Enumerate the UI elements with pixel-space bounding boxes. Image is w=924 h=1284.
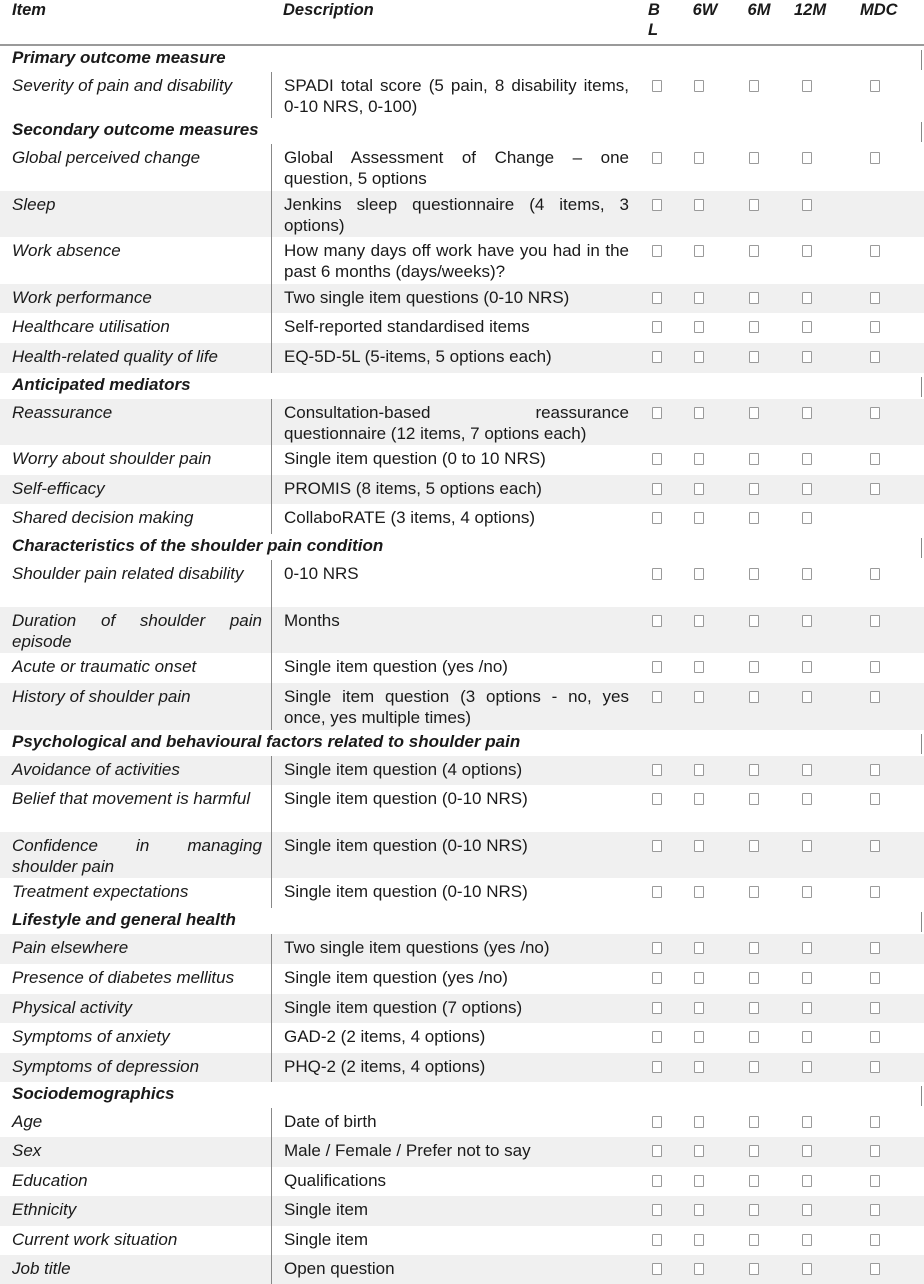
item-label: History of shoulder pain — [12, 687, 191, 706]
checkbox-6m[interactable] — [749, 942, 759, 954]
checkbox-bl[interactable] — [652, 1031, 662, 1043]
checkbox-bl[interactable] — [652, 512, 662, 524]
checkbox-bl[interactable] — [652, 793, 662, 805]
checkbox-mdc[interactable] — [870, 152, 880, 164]
table-row — [0, 1053, 924, 1082]
section-title: Sociodemographics — [12, 1084, 175, 1103]
checkbox-bl[interactable] — [652, 661, 662, 673]
checkbox-6m[interactable] — [749, 793, 759, 805]
checkbox-6w[interactable] — [694, 793, 704, 805]
item-description: Qualifications — [271, 1167, 629, 1196]
item-description: Months — [271, 607, 629, 653]
checkbox-bl[interactable] — [652, 1002, 662, 1014]
checkbox-6m[interactable] — [749, 764, 759, 776]
checkbox-bl[interactable] — [652, 1145, 662, 1157]
item-label: Work performance — [12, 288, 152, 307]
table-row — [0, 144, 924, 191]
checkbox-6w[interactable] — [694, 351, 704, 363]
checkbox-6m[interactable] — [749, 407, 759, 419]
checkbox-12m[interactable] — [802, 661, 812, 673]
checkbox-mdc[interactable] — [870, 568, 880, 580]
item-label: Belief that movement is harmful — [12, 789, 251, 808]
checkbox-mdc[interactable] — [870, 1204, 880, 1216]
checkbox-mdc[interactable] — [870, 1175, 880, 1187]
table-row — [0, 683, 924, 730]
table-row — [0, 756, 924, 785]
checkbox-6m[interactable] — [749, 840, 759, 852]
checkbox-mdc[interactable] — [870, 942, 880, 954]
item-label: Health-related quality of life — [12, 347, 219, 366]
table-row — [0, 313, 924, 343]
item-label: Global perceived change — [12, 148, 201, 167]
checkbox-12m[interactable] — [802, 407, 812, 419]
checkbox-mdc[interactable] — [870, 1061, 880, 1073]
item-description: CollaboRATE (3 items, 4 options) — [271, 504, 629, 534]
checkbox-6w[interactable] — [694, 840, 704, 852]
table-row — [0, 72, 924, 118]
header-12m: 12M — [794, 1, 827, 19]
checkbox-6m[interactable] — [749, 661, 759, 673]
item-description: 0-10 NRS — [271, 560, 629, 607]
checkbox-6m[interactable] — [749, 321, 759, 333]
section-header — [0, 908, 924, 934]
checkbox-bl[interactable] — [652, 840, 662, 852]
checkbox-bl[interactable] — [652, 942, 662, 954]
checkbox-bl[interactable] — [652, 615, 662, 627]
checkbox-mdc[interactable] — [870, 453, 880, 465]
item-description: Jenkins sleep questionnaire (4 items, 3 options) — [271, 191, 629, 237]
checkbox-6m[interactable] — [749, 886, 759, 898]
checkbox-6m[interactable] — [749, 1204, 759, 1216]
checkbox-bl[interactable] — [652, 245, 662, 257]
table-row — [0, 1023, 924, 1053]
item-description: Single item question (yes /no) — [271, 964, 629, 994]
item-description: Self-reported standardised items — [271, 313, 629, 343]
item-label: Confidence in managing shoulder pain — [12, 836, 262, 876]
item-label: Job title — [12, 1259, 71, 1278]
checkbox-mdc[interactable] — [870, 483, 880, 495]
checkbox-bl[interactable] — [652, 764, 662, 776]
checkbox-12m[interactable] — [802, 1234, 812, 1246]
checkbox-6m[interactable] — [749, 512, 759, 524]
checkbox-6w[interactable] — [694, 1145, 704, 1157]
item-label: Treatment expectations — [12, 882, 189, 901]
checkbox-mdc[interactable] — [870, 793, 880, 805]
checkbox-mdc[interactable] — [870, 661, 880, 673]
header-description: Description — [283, 1, 374, 19]
checkbox-mdc[interactable] — [870, 1145, 880, 1157]
item-description: Two single item questions (yes /no) — [271, 934, 629, 964]
checkbox-bl[interactable] — [652, 152, 662, 164]
checkbox-mdc[interactable] — [870, 292, 880, 304]
item-label: Work absence — [12, 241, 121, 260]
item-description: Single item question (0-10 NRS) — [271, 878, 629, 908]
table-row — [0, 343, 924, 373]
table-row — [0, 878, 924, 908]
checkbox-6w[interactable] — [694, 321, 704, 333]
checkbox-bl[interactable] — [652, 80, 662, 92]
table-row — [0, 607, 924, 653]
checkbox-12m[interactable] — [802, 1263, 812, 1275]
item-description: Single item question (0-10 NRS) — [271, 832, 629, 878]
item-description: Open question — [271, 1255, 629, 1284]
item-description: Single item question (4 options) — [271, 756, 629, 785]
section-header — [0, 118, 924, 144]
item-description: Single item question (yes /no) — [271, 653, 629, 683]
table-row — [0, 964, 924, 994]
checkbox-6m[interactable] — [749, 972, 759, 984]
table-row — [0, 1167, 924, 1196]
table-row — [0, 475, 924, 504]
checkbox-bl[interactable] — [652, 1116, 662, 1128]
checkbox-12m[interactable] — [802, 1002, 812, 1014]
item-label: Duration of shoulder pain episode — [12, 611, 262, 651]
item-description: Single item — [271, 1226, 629, 1255]
item-description: PHQ-2 (2 items, 4 options) — [271, 1053, 629, 1082]
table-row — [0, 994, 924, 1023]
section-title: Anticipated mediators — [12, 375, 191, 394]
item-label: Symptoms of depression — [12, 1057, 200, 1076]
checkbox-bl[interactable] — [652, 886, 662, 898]
checkbox-6w[interactable] — [694, 1234, 704, 1246]
checkbox-6m[interactable] — [749, 292, 759, 304]
checkbox-6m[interactable] — [749, 483, 759, 495]
checkbox-12m[interactable] — [802, 615, 812, 627]
header-bl: BL — [648, 1, 660, 39]
checkbox-6w[interactable] — [694, 661, 704, 673]
checkbox-12m[interactable] — [802, 1145, 812, 1157]
checkbox-12m[interactable] — [802, 1204, 812, 1216]
checkbox-6w[interactable] — [694, 615, 704, 627]
item-label: Reassurance — [12, 403, 113, 422]
header-mdc: MDC — [860, 1, 898, 19]
checkbox-12m[interactable] — [802, 199, 812, 211]
table-row — [0, 653, 924, 683]
checkbox-12m[interactable] — [802, 152, 812, 164]
item-description: Single item question (0-10 NRS) — [271, 785, 629, 832]
section-header — [0, 46, 924, 72]
checkbox-12m[interactable] — [802, 886, 812, 898]
checkbox-bl[interactable] — [652, 691, 662, 703]
checkbox-6m[interactable] — [749, 245, 759, 257]
checkbox-6w[interactable] — [694, 1175, 704, 1187]
table-row — [0, 934, 924, 964]
section-title: Lifestyle and general health — [12, 910, 236, 929]
checkbox-6w[interactable] — [694, 152, 704, 164]
table-row — [0, 560, 924, 607]
checkbox-bl[interactable] — [652, 568, 662, 580]
item-label: Shoulder pain related disability — [12, 564, 244, 583]
item-label: Age — [12, 1112, 43, 1131]
item-label: Current work situation — [12, 1230, 178, 1249]
section-header — [0, 534, 924, 560]
item-label: Ethnicity — [12, 1200, 77, 1219]
checkbox-6m[interactable] — [749, 1175, 759, 1187]
checkbox-12m[interactable] — [802, 1116, 812, 1128]
table-row — [0, 504, 924, 534]
checkbox-mdc[interactable] — [870, 691, 880, 703]
checkbox-mdc[interactable] — [870, 1116, 880, 1128]
checkbox-6w[interactable] — [694, 292, 704, 304]
checkbox-12m[interactable] — [802, 321, 812, 333]
checkbox-12m[interactable] — [802, 453, 812, 465]
checkbox-6m[interactable] — [749, 1116, 759, 1128]
checkbox-6w[interactable] — [694, 483, 704, 495]
checkbox-bl[interactable] — [652, 1234, 662, 1246]
checkbox-mdc[interactable] — [870, 840, 880, 852]
item-label: Healthcare utilisation — [12, 317, 170, 336]
item-label: Shared decision making — [12, 508, 194, 527]
item-label: Severity of pain and disability — [12, 76, 233, 95]
checkbox-6m[interactable] — [749, 568, 759, 580]
item-description: Male / Female / Prefer not to say — [271, 1137, 629, 1167]
checkbox-6w[interactable] — [694, 407, 704, 419]
checkbox-bl[interactable] — [652, 453, 662, 465]
checkbox-6m[interactable] — [749, 152, 759, 164]
checkbox-6m[interactable] — [749, 691, 759, 703]
checkbox-12m[interactable] — [802, 972, 812, 984]
item-description: Single item question (7 options) — [271, 994, 629, 1023]
section-title: Psychological and behavioural factors related to shoulder pain — [12, 732, 521, 751]
checkbox-6w[interactable] — [694, 1061, 704, 1073]
checkbox-bl[interactable] — [652, 199, 662, 211]
checkbox-12m[interactable] — [802, 1061, 812, 1073]
checkbox-6w[interactable] — [694, 245, 704, 257]
table-row — [0, 832, 924, 878]
item-label: Physical activity — [12, 998, 132, 1017]
checkbox-6w[interactable] — [694, 1031, 704, 1043]
table-row — [0, 399, 924, 445]
checkbox-6m[interactable] — [749, 1234, 759, 1246]
checkbox-6m[interactable] — [749, 1061, 759, 1073]
item-description: Two single item questions (0-10 NRS) — [271, 284, 629, 313]
item-description: EQ-5D-5L (5-items, 5 options each) — [271, 343, 629, 373]
section-header — [0, 373, 924, 399]
checkbox-6m[interactable] — [749, 80, 759, 92]
checkbox-6m[interactable] — [749, 199, 759, 211]
checkbox-mdc[interactable] — [870, 351, 880, 363]
table-header — [0, 0, 924, 46]
table-body — [0, 46, 924, 1284]
item-description: Single item question (3 options - no, yes once, yes multiple times) — [271, 683, 629, 730]
checkbox-mdc[interactable] — [870, 245, 880, 257]
checkbox-bl[interactable] — [652, 483, 662, 495]
table-row — [0, 1226, 924, 1255]
item-label: Worry about shoulder pain — [12, 449, 212, 468]
header-6m: 6M — [747, 1, 771, 19]
checkbox-6m[interactable] — [749, 1002, 759, 1014]
checkbox-mdc[interactable] — [870, 1002, 880, 1014]
checkbox-mdc[interactable] — [870, 1234, 880, 1246]
item-description: Consultation-based reassurance questionnaire (12 items, 7 options each) — [271, 399, 629, 445]
checkbox-6w[interactable] — [694, 1263, 704, 1275]
section-title: Characteristics of the shoulder pain condition — [12, 536, 384, 555]
checkbox-6m[interactable] — [749, 453, 759, 465]
table-row — [0, 191, 924, 237]
checkbox-mdc[interactable] — [870, 886, 880, 898]
checkbox-6w[interactable] — [694, 942, 704, 954]
item-description: SPADI total score (5 pain, 8 disability items, 0-10 NRS, 0-100) — [271, 72, 629, 118]
checkbox-12m[interactable] — [802, 351, 812, 363]
checkbox-6w[interactable] — [694, 512, 704, 524]
item-description: GAD-2 (2 items, 4 options) — [271, 1023, 629, 1053]
checkbox-6m[interactable] — [749, 1263, 759, 1275]
item-description: Date of birth — [271, 1108, 629, 1137]
checkbox-6w[interactable] — [694, 1002, 704, 1014]
item-label: Self-efficacy — [12, 479, 105, 498]
checkbox-12m[interactable] — [802, 1175, 812, 1187]
checkbox-bl[interactable] — [652, 1263, 662, 1275]
checkbox-6w[interactable] — [694, 1204, 704, 1216]
checkbox-6w[interactable] — [694, 1116, 704, 1128]
section-title: Secondary outcome measures — [12, 120, 259, 139]
table-row — [0, 1137, 924, 1167]
checkbox-6w[interactable] — [694, 886, 704, 898]
header-6w: 6W — [692, 1, 718, 19]
checkbox-mdc[interactable] — [870, 615, 880, 627]
checkbox-bl[interactable] — [652, 407, 662, 419]
checkbox-12m[interactable] — [802, 840, 812, 852]
checkbox-bl[interactable] — [652, 292, 662, 304]
checkbox-6m[interactable] — [749, 1031, 759, 1043]
item-label: Acute or traumatic onset — [12, 657, 197, 676]
item-description: Single item — [271, 1196, 629, 1226]
table-row — [0, 1196, 924, 1226]
table-row — [0, 445, 924, 475]
checkbox-12m[interactable] — [802, 764, 812, 776]
section-title: Primary outcome measure — [12, 48, 226, 67]
checkbox-6m[interactable] — [749, 615, 759, 627]
item-label: Presence of diabetes mellitus — [12, 968, 235, 987]
checkbox-bl[interactable] — [652, 972, 662, 984]
table-row — [0, 284, 924, 313]
table-row — [0, 237, 924, 284]
item-label: Education — [12, 1171, 88, 1190]
checkbox-12m[interactable] — [802, 483, 812, 495]
checkbox-12m[interactable] — [802, 512, 812, 524]
checkbox-bl[interactable] — [652, 1175, 662, 1187]
checkbox-6m[interactable] — [749, 351, 759, 363]
item-description: Global Assessment of Change – one question, 5 options — [271, 144, 629, 191]
checkbox-12m[interactable] — [802, 80, 812, 92]
checkbox-12m[interactable] — [802, 1031, 812, 1043]
checkbox-mdc[interactable] — [870, 1263, 880, 1275]
checkbox-mdc[interactable] — [870, 407, 880, 419]
checkbox-mdc[interactable] — [870, 321, 880, 333]
item-description: Single item question (0 to 10 NRS) — [271, 445, 629, 475]
section-header — [0, 730, 924, 756]
checkbox-6w[interactable] — [694, 568, 704, 580]
checkbox-mdc[interactable] — [870, 1031, 880, 1043]
checkbox-bl[interactable] — [652, 1204, 662, 1216]
item-label: Sleep — [12, 195, 56, 214]
checkbox-6w[interactable] — [694, 80, 704, 92]
checkbox-12m[interactable] — [802, 691, 812, 703]
checkbox-mdc[interactable] — [870, 80, 880, 92]
checkbox-12m[interactable] — [802, 292, 812, 304]
checkbox-12m[interactable] — [802, 793, 812, 805]
checkbox-12m[interactable] — [802, 568, 812, 580]
checkbox-mdc[interactable] — [870, 764, 880, 776]
checkbox-6m[interactable] — [749, 1145, 759, 1157]
table-row — [0, 1108, 924, 1137]
item-label: Sex — [12, 1141, 42, 1160]
table-row — [0, 785, 924, 832]
checkbox-bl[interactable] — [652, 321, 662, 333]
item-label: Pain elsewhere — [12, 938, 129, 957]
checkbox-6w[interactable] — [694, 691, 704, 703]
checkbox-mdc[interactable] — [870, 972, 880, 984]
checkbox-bl[interactable] — [652, 351, 662, 363]
checkbox-6w[interactable] — [694, 199, 704, 211]
checkbox-12m[interactable] — [802, 942, 812, 954]
header-item: Item — [12, 1, 46, 19]
item-label: Avoidance of activities — [12, 760, 180, 779]
checkbox-12m[interactable] — [802, 245, 812, 257]
section-header — [0, 1082, 924, 1108]
checkbox-6w[interactable] — [694, 453, 704, 465]
checkbox-6w[interactable] — [694, 764, 704, 776]
item-description: PROMIS (8 items, 5 options each) — [271, 475, 629, 504]
checkbox-6w[interactable] — [694, 972, 704, 984]
item-label: Symptoms of anxiety — [12, 1027, 170, 1046]
item-description: How many days off work have you had in the past 6 months (days/weeks)? — [271, 237, 629, 284]
checkbox-bl[interactable] — [652, 1061, 662, 1073]
